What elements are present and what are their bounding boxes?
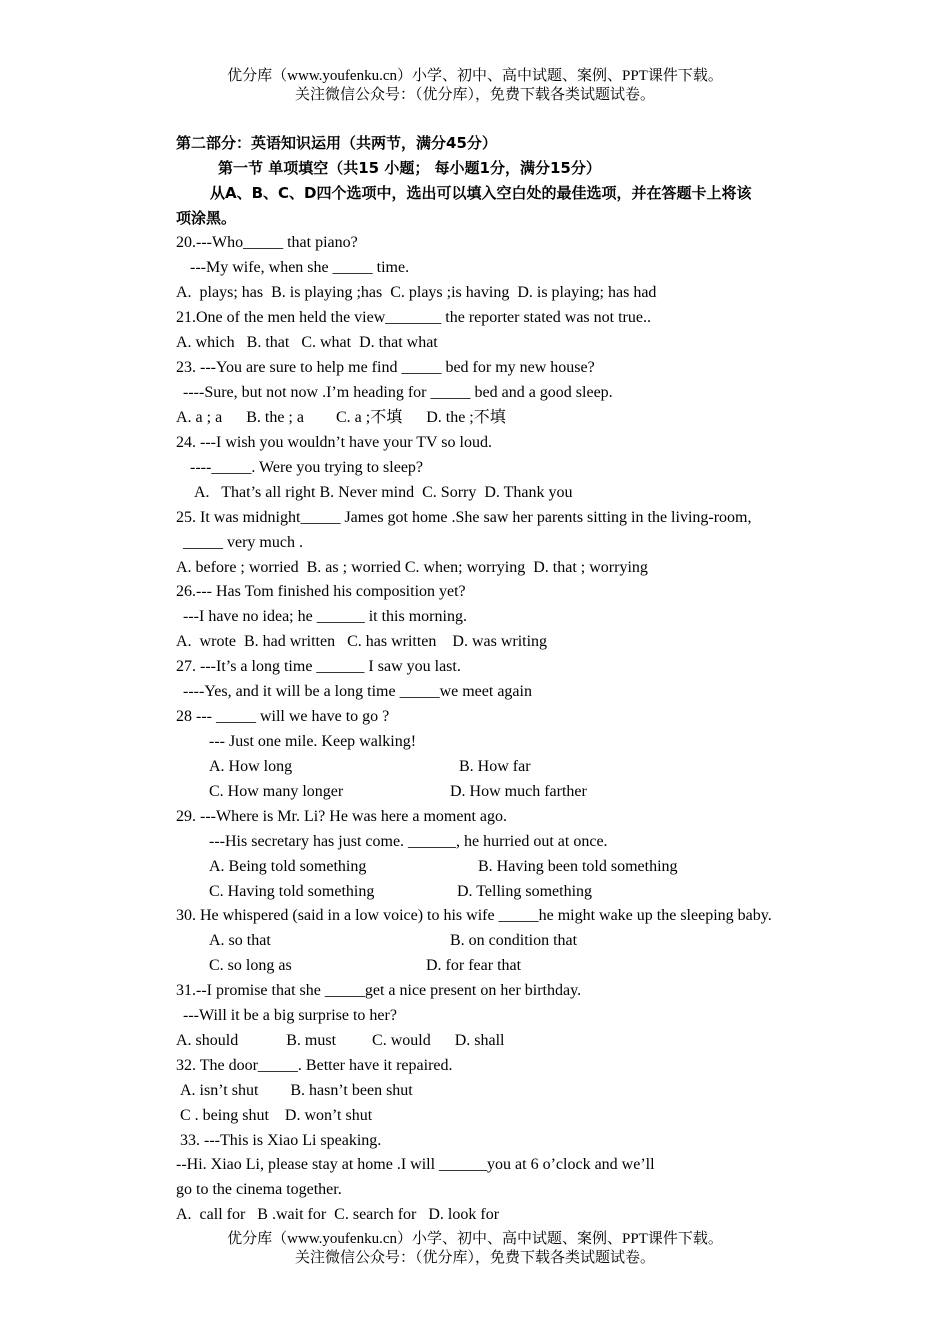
question-24-options: A. That’s all right B. Never mind C. Sorry D. Thank you [194,484,573,501]
question-27-response: ----Yes, and it will be a long time _____we meet again [183,683,532,700]
question-28-option-c: C. How many longer [209,783,344,800]
question-29-option-c: C. Having told something [209,883,375,900]
question-20-response: ---My wife, when she _____ time. [190,259,410,276]
question-21-options: A. which B. that C. what D. that what [176,334,438,351]
question-33-prompt: 33. ---This is Xiao Li speaking. [180,1132,382,1149]
question-32-options-row-1: A. isn’t shut B. hasn’t been shut [180,1082,413,1099]
question-28-option-b: B. How far [459,758,531,775]
question-29-option-d: D. Telling something [457,883,593,900]
question-28-option-d: D. How much farther [450,783,587,800]
footer-line-2: 关注微信公众号：（优分库），免费下载各类试题试卷。 [294,1250,655,1266]
question-23-options: A. a ; a B. the ; a C. a ;不填 D. the ;不填 [176,409,506,426]
question-20-options: A. plays; has B. is playing ;has C. plays ;is having D. is playing; has had [176,284,657,301]
question-26-options: A. wrote B. had written C. has written D. was writing [176,633,548,650]
question-28-prompt: 28 --- _____ will we have to go ? [176,708,390,725]
question-25-options: A. before ; worried B. as ; worried C. when; worrying D. that ; worrying [176,559,648,576]
question-30-prompt: 30. He whispered (said in a low voice) to his wife _____he might wake up the sleeping baby. [176,907,772,924]
question-24-prompt: 24. ---I wish you wouldn’t have your TV so loud. [176,434,492,451]
question-33-continuation: go to the cinema together. [176,1181,342,1198]
question-30-option-d: D. for fear that [426,957,522,974]
footer-line-1: 优分库（www.youfenku.cn）小学、初中、高中试题、案例、PPT课件下载。 [227,1231,723,1247]
question-32-prompt: 32. The door_____. Better have it repaired. [176,1057,453,1074]
question-31-response: ---Will it be a big surprise to her? [183,1007,397,1024]
question-28-response: --- Just one mile. Keep walking! [209,733,417,750]
question-30-option-a: A. so that [209,932,271,949]
question-23-prompt: 23. ---You are sure to help me find _____ bed for my new house? [176,359,595,376]
question-25-prompt: 25. It was midnight_____ James got home .She saw her parents sitting in the living-room, [176,509,752,526]
question-28-option-a: A. How long [209,758,293,775]
instruction-line-2: 项涂黑。 [176,209,237,227]
question-23-response: ----Sure, but not now .I’m heading for _____ bed and a good sleep. [183,384,613,401]
section-subtitle: 第一节 单项填空（共15 小题； 每小题1分，满分15分） [218,159,601,177]
question-31-options: A. should B. must C. would D. shall [176,1032,505,1049]
question-29-option-a: A. Being told something [209,858,367,875]
question-26-prompt: 26.--- Has Tom finished his composition yet? [176,583,466,600]
question-30-option-c: C. so long as [209,957,292,974]
instruction-line-1: 从A、B、C、D四个选项中，选出可以填入空白处的最佳选项，并在答题卡上将该 [210,184,752,202]
question-20-prompt: 20.---Who_____ that piano? [176,234,358,251]
question-21-prompt: 21.One of the men held the view_______ the reporter stated was not true.. [176,309,651,326]
question-29-prompt: 29. ---Where is Mr. Li? He was here a moment ago. [176,808,507,825]
question-26-response: ---I have no idea; he ______ it this morning. [183,608,467,625]
question-31-prompt: 31.--I promise that she _____get a nice present on her birthday. [176,982,582,999]
header-line-1: 优分库（www.youfenku.cn）小学、初中、高中试题、案例、PPT课件下载。 [227,68,723,84]
question-30-option-b: B. on condition that [450,932,578,949]
question-25-continuation: _____ very much . [183,534,303,551]
question-29-option-b: B. Having been told something [478,858,678,875]
header-line-2: 关注微信公众号：（优分库），免费下载各类试题试卷。 [294,87,655,103]
question-32-options-row-2: C . being shut D. won’t shut [180,1107,373,1124]
question-29-response: ---His secretary has just come. ______, he hurried out at once. [209,833,608,850]
question-27-prompt: 27. ---It’s a long time ______ I saw you last. [176,658,461,675]
section-title: 第二部分：英语知识运用（共两节，满分45分） [176,134,497,152]
question-24-response: ----_____. Were you trying to sleep? [190,459,424,476]
question-33-options: A. call for B .wait for C. search for D. look for [176,1206,500,1223]
question-33-response: --Hi. Xiao Li, please stay at home .I will ______you at 6 o’clock and we’ll [176,1156,655,1173]
